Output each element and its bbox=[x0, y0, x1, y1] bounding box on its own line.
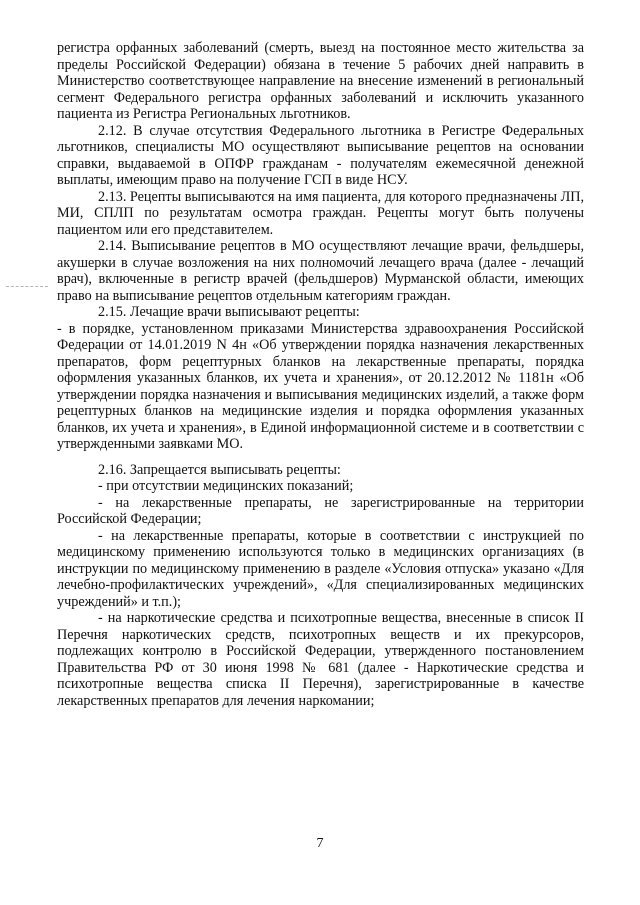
paragraph-2-15-item: - в порядке, установленном приказами Министерства здравоохранения Российской Федерации от 14.01.2019 N 4н «Об утверждении порядка назначения лекарственных препаратов, форм рецептурных бланков на лекарственные препараты, порядка оформления указанных бланков, их учета и хранения», от 20.12.2012 № 1181н «Об утверждении порядка назначения и выписывания медицинских изделий, а также форм рецептурных бланков на медицинские изделия и порядка оформления указанных бланков, их учета и хранения», в Единой информационной системе и в соответствии с утвержденными заявками МО. bbox=[57, 320, 584, 452]
list-item: - на лекарственные препараты, не зарегистрированные на территории Российской Федерации; bbox=[57, 494, 584, 527]
document-body bbox=[57, 40, 584, 709]
list-item: - на наркотические средства и психотропные вещества, внесенные в список II Перечня наркотических средств, психотропных веществ и их прекурсоров, подлежащих контролю в Российской Федерации, утвержденного постановлением Правительства РФ от 30 июня 1998 № 681 (далее - Наркотические средства и психотропные вещества списка II Перечня), зарегистрированные в качестве лекарственных препаратов для лечения наркомании; bbox=[57, 610, 584, 709]
list-item: - при отсутствии медицинских показаний; bbox=[98, 478, 354, 494]
paragraph-2-13: 2.13. Рецепты выписываются на имя пациента, для которого предназначены ЛП, МИ, СПЛП по результатам осмотра граждан. Рецепты могут быть получены пациентом или его представителем. bbox=[57, 188, 584, 238]
paragraph-continuation: регистра орфанных заболеваний (смерть, выезд на постоянное место жительства за пределы Российской Федерации) обязана в течение 5 рабочих дней направить в Министерство соответствующее направление на внесение изменений в региональный сегмент Федерального регистра орфанных заболеваний и исключить указанного пациента из Регистра Региональных льготников. bbox=[57, 40, 584, 122]
page-number: 7 bbox=[316, 836, 324, 851]
paragraph-2-16: 2.16. Запрещается выписывать рецепты: bbox=[98, 461, 341, 478]
list-item: - на лекарственные препараты, которые в соответствии с инструкцией по медицинскому применению используются только в медицинских организациях (в инструкции по медицинскому применению в разделе «Условия отпуска» указано «Для лечебно-профилактических учреждений», «Для специализированных медицинских учреждений» и т.п.); bbox=[57, 527, 584, 610]
paragraph-2-14: 2.14. Выписывание рецептов в МО осуществляют лечащие врачи, фельдшеры, акушерки в случае возложения на них полномочий лечащего врача (далее - лечащий врач), включенные в регистр врачей (фельдшеров) Мурманской области, имеющих право на выписывание рецептов отдельным категориям граждан. bbox=[57, 238, 584, 304]
margin-mark bbox=[6, 286, 48, 289]
paragraph-2-15: 2.15. Лечащие врачи выписывают рецепты: bbox=[98, 304, 360, 320]
paragraph-2-12: 2.12. В случае отсутствия Федерального льготника в Регистре Федеральных льготников, специалисты МО осуществляют выписывание рецептов на основании справки, выдаваемой в ОПФР гражданам - получателям ежемесячной денежной выплаты, имеющим право на получение ГСП в виде НСУ. bbox=[57, 122, 584, 188]
